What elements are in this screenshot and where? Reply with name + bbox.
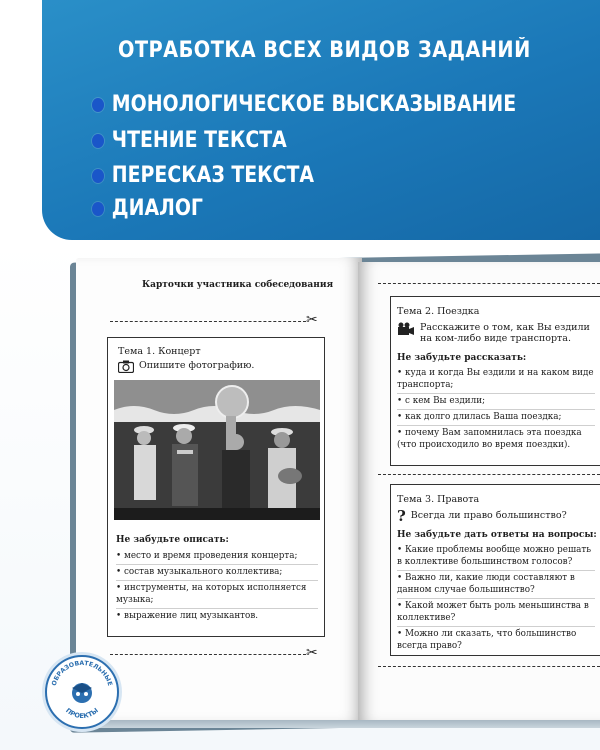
list-item: • почему Вам запомнилась эта поездка (что происходило во время поездки). — [397, 426, 595, 453]
video-camera-icon — [397, 322, 415, 339]
task-text: Всегда ли право большинство? — [410, 510, 567, 521]
bullet-icon — [92, 134, 104, 148]
card-title: Тема 1. Концерт — [118, 346, 201, 357]
bullet-icon — [92, 202, 104, 216]
hint-heading: Не забудьте описать: — [116, 535, 229, 545]
logo-emblem — [45, 655, 119, 729]
list-item: • выражение лиц музыкантов. — [116, 609, 318, 624]
hint-list — [397, 366, 595, 453]
logo-text-top: ОБРАЗОВАТЕЛЬНЫЕ — [50, 659, 114, 687]
list-item: • как долго длилась Ваша поездка; — [397, 410, 595, 426]
task-row — [397, 322, 597, 344]
bullet-icon — [92, 98, 104, 112]
logo-text-bottom: ПРОЕКТЫ — [64, 706, 100, 721]
question-icon: ? — [397, 507, 406, 525]
card-title: Тема 2. Поездка — [397, 306, 480, 317]
cut-line — [378, 283, 600, 284]
scissors-icon: ✂ — [306, 645, 318, 661]
concert-photo — [114, 380, 320, 520]
task-text: Опишите фотографию. — [139, 360, 255, 371]
cut-line — [378, 474, 600, 475]
hint-heading: Не забудьте рассказать: — [397, 353, 527, 363]
task-text: Расскажите о том, как Вы ездили на ком-либо виде транспорта. — [420, 322, 590, 344]
list-item: • Важно ли, какие люди составляют в данном случае большинство? — [397, 571, 595, 599]
feature-label: МОНОЛОГИЧЕСКОЕ ВЫСКАЗЫВАНИЕ — [111, 92, 517, 117]
cut-line — [110, 654, 306, 655]
hint-list — [397, 543, 595, 654]
list-item: • Какие проблемы вообще можно решать в коллективе большинством голосов? — [397, 543, 595, 571]
feature-item — [92, 196, 203, 221]
list-item: • с кем Вы ездили; — [397, 394, 595, 410]
feature-label: ДИАЛОГ — [111, 196, 203, 221]
publisher-logo — [45, 655, 119, 729]
hint-list — [116, 549, 318, 624]
list-item: • куда и когда Вы ездили и на каком виде транспорта; — [397, 366, 595, 394]
feature-item — [92, 92, 516, 117]
banner-title: ОТРАБОТКА ВСЕХ ВИДОВ ЗАДАНИЙ — [118, 38, 531, 63]
musicians-illustration — [114, 380, 320, 520]
list-item: • состав музыкального коллектива; — [116, 565, 318, 581]
feature-label: ПЕРЕСКАЗ ТЕКСТА — [111, 163, 315, 188]
card-title: Тема 3. Правота — [397, 494, 480, 505]
camera-icon — [118, 360, 134, 376]
svg-text:ПРОЕКТЫ — [64, 706, 100, 720]
list-item: • Можно ли сказать, что большинство всегда право? — [397, 627, 595, 654]
bullet-icon — [92, 169, 104, 183]
svg-text:ОБРАЗОВАТЕЛЬНЫЕ — [51, 660, 113, 687]
list-item: • Какой может быть роль меньшинства в коллективе? — [397, 599, 595, 627]
scissors-icon: ✂ — [306, 312, 318, 328]
feature-item — [92, 128, 287, 153]
page-header: Карточки участника собеседования — [142, 280, 334, 290]
cut-line — [110, 321, 306, 322]
feature-label: ЧТЕНИЕ ТЕКСТА — [111, 128, 287, 153]
list-item: • инструменты, на которых исполняется музыка; — [116, 581, 318, 609]
task-row — [397, 507, 567, 525]
hint-heading: Не забудьте дать ответы на вопросы: — [397, 530, 597, 540]
list-item: • место и время проведения концерта; — [116, 549, 318, 565]
task-row — [118, 360, 254, 376]
cut-line — [378, 666, 600, 667]
feature-item — [92, 163, 314, 188]
